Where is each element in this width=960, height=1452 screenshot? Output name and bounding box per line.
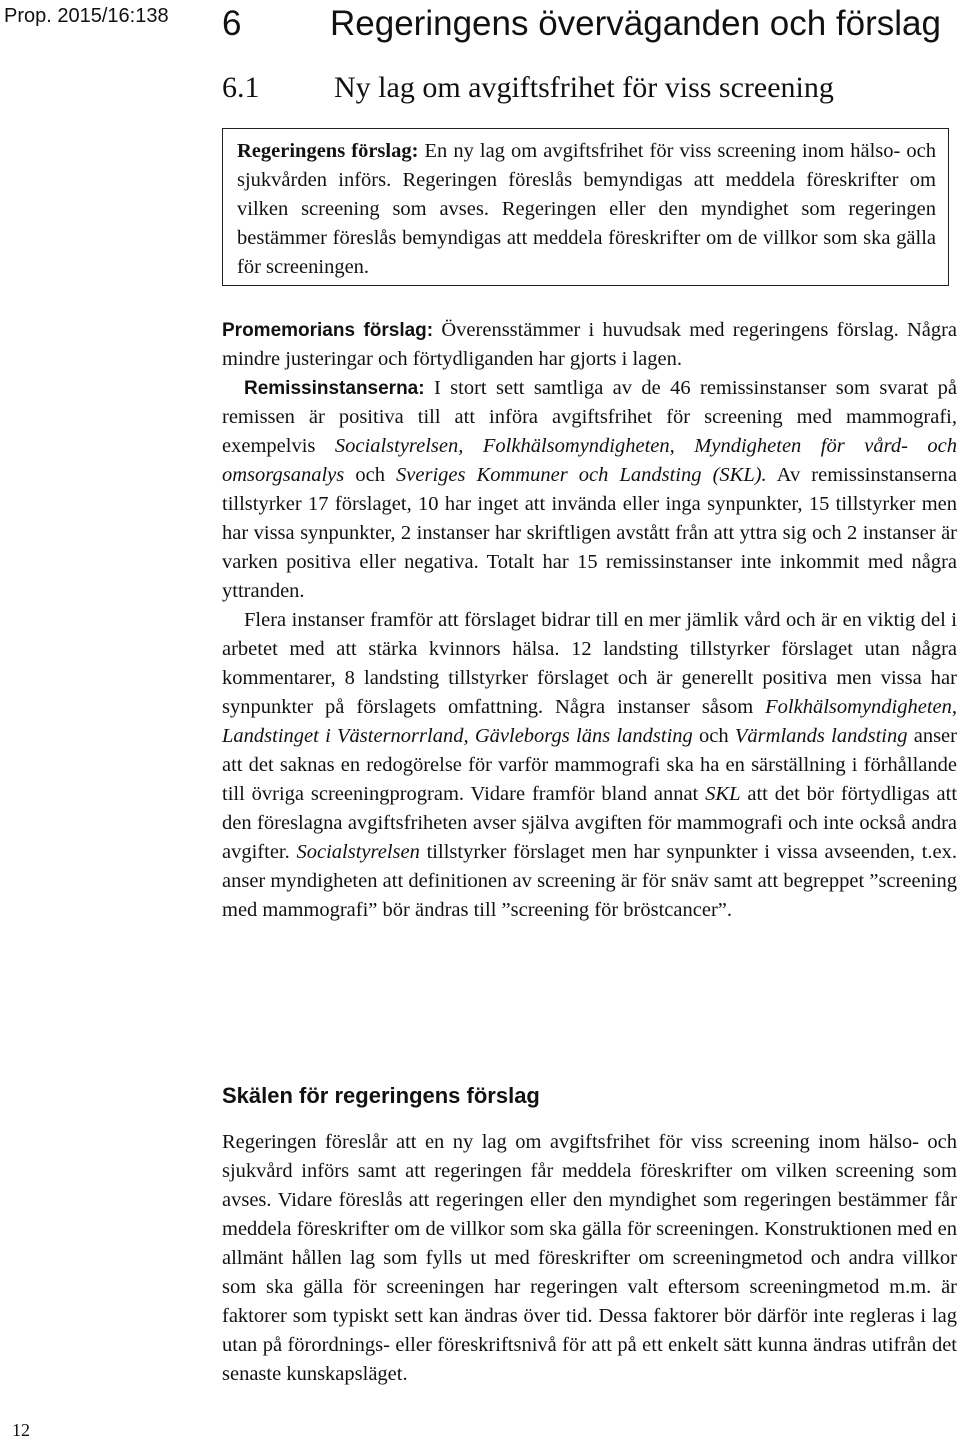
opinions-text-4: tillstyrker förslaget men har synpunkter i vissa avseenden, t.ex. anser myndigheten att definitionen av screening är för snäv samt att begreppet ”screening med mammografi” bör ändras till ”screening för bröstcancer”. [222, 841, 958, 921]
opinions-and-1: och [699, 725, 729, 747]
opinions-paragraph [222, 606, 957, 925]
opinions-org-3: SKL [705, 783, 741, 805]
referral-and-1: och [355, 464, 385, 486]
memo-label: Promemorians förslag: [222, 320, 434, 341]
opinions-org-4: Socialstyrelsen [296, 841, 420, 863]
reasons-paragraph: Regeringen föreslår att en ny lag om avgiftsfrihet för viss screening inom hälso- och sjukvård införs samt att regeringen får meddela föreskrifter om vilken screening som avses. Vidare föreslås att regeringen eller den myndighet som regeringen bestämmer får meddela föreskrifter om de villkor som ska gälla för screeningen. Konstruktionen med en allmänt hållen lag som fylls ut med föreskrifter om screeningmetod och andra villkor som ska gälla för screeningen har regeringen valt eftersom screeningmetod m.m. är faktorer som typiskt sett kan ändras över tid. Dessa faktorer bör därför inte regleras i lag utan på förordnings- eller föreskriftsnivå för att på ett enkelt sätt kunna ändras utifrån det senaste kunskapsläget. [222, 1131, 957, 1385]
opinions-org-2: Värmlands landsting [734, 725, 908, 747]
opinions-org-1: Folkhälsomyndigheten, Landstinget i Västernorrland, Gävleborgs läns landsting [222, 696, 958, 747]
referral-text-2: Av remissinstanserna tillstyrker 17 förslaget, 10 har inget att invända eller inga synpunkter, 15 tillstyrker men har vissa synpunkter, 2 instanser har skriftligen avstått från att yttra sig och 2 instanser är varken positiva eller negativa. Totalt har 15 remissinstanser inte inkommit med några yttranden. [222, 464, 958, 602]
chapter-number: 6 [222, 4, 242, 43]
margin-reference: Prop. 2015/16:138 [4, 5, 169, 27]
chapter-heading [222, 0, 958, 48]
reasons-heading: Skälen för regeringens förslag [222, 1083, 540, 1108]
opinions-text-1: Flera instanser framför att förslaget bidrar till en mer jämlik vård och är en viktig del i arbetet med att stärka kvinnors hälsa. 12 landsting tillstyrker förslaget utan några kommentarer, 8 landsting tillstyrker förslaget och är generellt positiva men vissa har synpunkter på förslagets omfattning. Några instanser såsom [222, 609, 957, 718]
referral-org-1: Socialstyrelsen, Folkhälsomyndigheten, Myndigheten för vård- och omsorgsanalys [222, 435, 958, 486]
chapter-title: Regeringens överväganden och förslag [330, 4, 941, 43]
reasons-section [222, 1128, 957, 1389]
section-number: 6.1 [222, 71, 260, 104]
referral-org-2: Sveriges Kommuner och Landsting (SKL). [396, 464, 767, 486]
section-heading [222, 68, 958, 108]
referral-paragraph [222, 374, 957, 606]
government-proposal-box [222, 128, 949, 286]
referral-label: Remissinstanserna: [244, 378, 425, 399]
opinions-text-2: anser att det saknas en redogörelse för varför mammografi ska ha en särställning i förhållande till övriga screeningprogram. Vidare framför bland annat [222, 725, 957, 805]
consultation-section [222, 316, 957, 925]
proposal-label: Regeringens förslag: [237, 140, 419, 162]
memo-paragraph [222, 316, 957, 374]
page-number: 12 [12, 1420, 30, 1440]
opinions-text-3: att det bör förtydligas att den föreslagna avgiftsfriheten avser själva avgiften för mammografi och inte också andra avgifter. [222, 783, 958, 863]
section-title: Ny lag om avgiftsfrihet för viss screening [334, 71, 834, 104]
proposal-text: En ny lag om avgiftsfrihet för viss screening inom hälso- och sjukvården införs. Regeringen föreslås bemyndigas att meddela föreskrifter om vilken screening som avses. Regeringen eller den myndighet som regeringen bestämmer föreslås bemyndigas att meddela föreskrifter om de villkor som ska gälla för screeningen. [237, 140, 936, 278]
memo-text: Överensstämmer i huvudsak med regeringens förslag. Några mindre justeringar och förtydliganden har gjorts i lagen. [222, 319, 958, 370]
referral-text-1: I stort sett samtliga av de 46 remissinstanser som svarat på remissen är positiva till att införa avgiftsfrihet för screening med mammografi, exempelvis [222, 377, 958, 457]
